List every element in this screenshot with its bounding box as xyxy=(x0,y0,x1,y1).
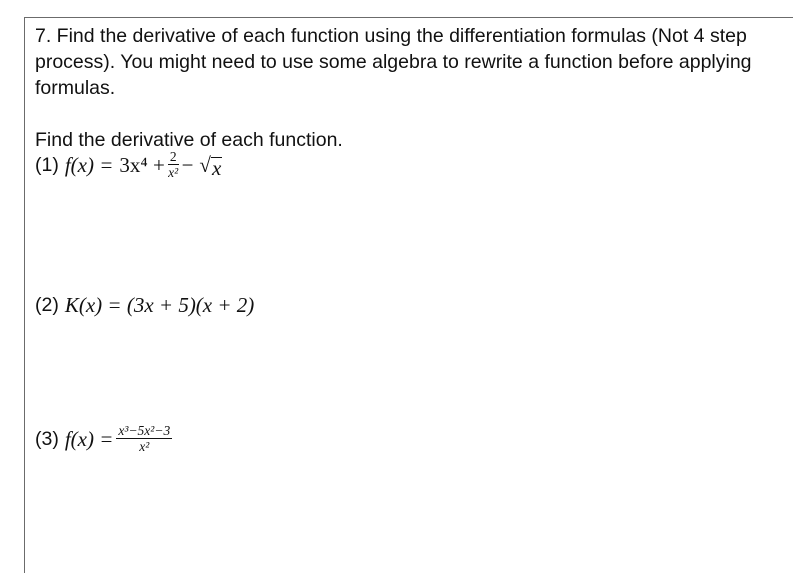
problem-1-lhs: f(x) = xyxy=(64,152,114,177)
problem-3 xyxy=(35,424,175,454)
problem-1-label: (1) xyxy=(35,153,59,176)
problem-3-fraction xyxy=(116,424,172,454)
problem-1 xyxy=(35,150,222,180)
problem-1-term: 3x⁴ + xyxy=(119,152,165,177)
problem-1-fraction-numerator: 2 xyxy=(169,149,177,164)
problem-3-label: (3) xyxy=(35,427,59,450)
problem-3-lhs: f(x) = xyxy=(64,426,114,451)
problem-1-fraction-denominator: x² xyxy=(168,165,179,180)
problem-1-square-root xyxy=(199,153,222,178)
radical-sign-icon: √ xyxy=(199,152,211,177)
question-prompt: 7. Find the derivative of each function using the differentiation formulas (Not 4 step process). You might need to use some algebra to rewrite a function before applying formulas. xyxy=(35,25,752,99)
problem-1-radicand: x xyxy=(211,155,222,180)
problem-2-label: (2) xyxy=(35,294,59,316)
problem-1-minus: − xyxy=(181,152,194,177)
problem-3-fraction-denominator: x² xyxy=(139,439,150,454)
top-border-line xyxy=(24,17,793,18)
problem-3-fraction-numerator: x³−5x²−3 xyxy=(118,423,171,438)
problem-1-fraction xyxy=(168,150,179,180)
instructions-heading: Find the derivative of each function. xyxy=(35,129,343,151)
left-border-line xyxy=(24,17,25,573)
problem-2-expression: K(x) = (3x + 5)(x + 2) xyxy=(64,293,255,317)
problem-2 xyxy=(35,293,254,318)
